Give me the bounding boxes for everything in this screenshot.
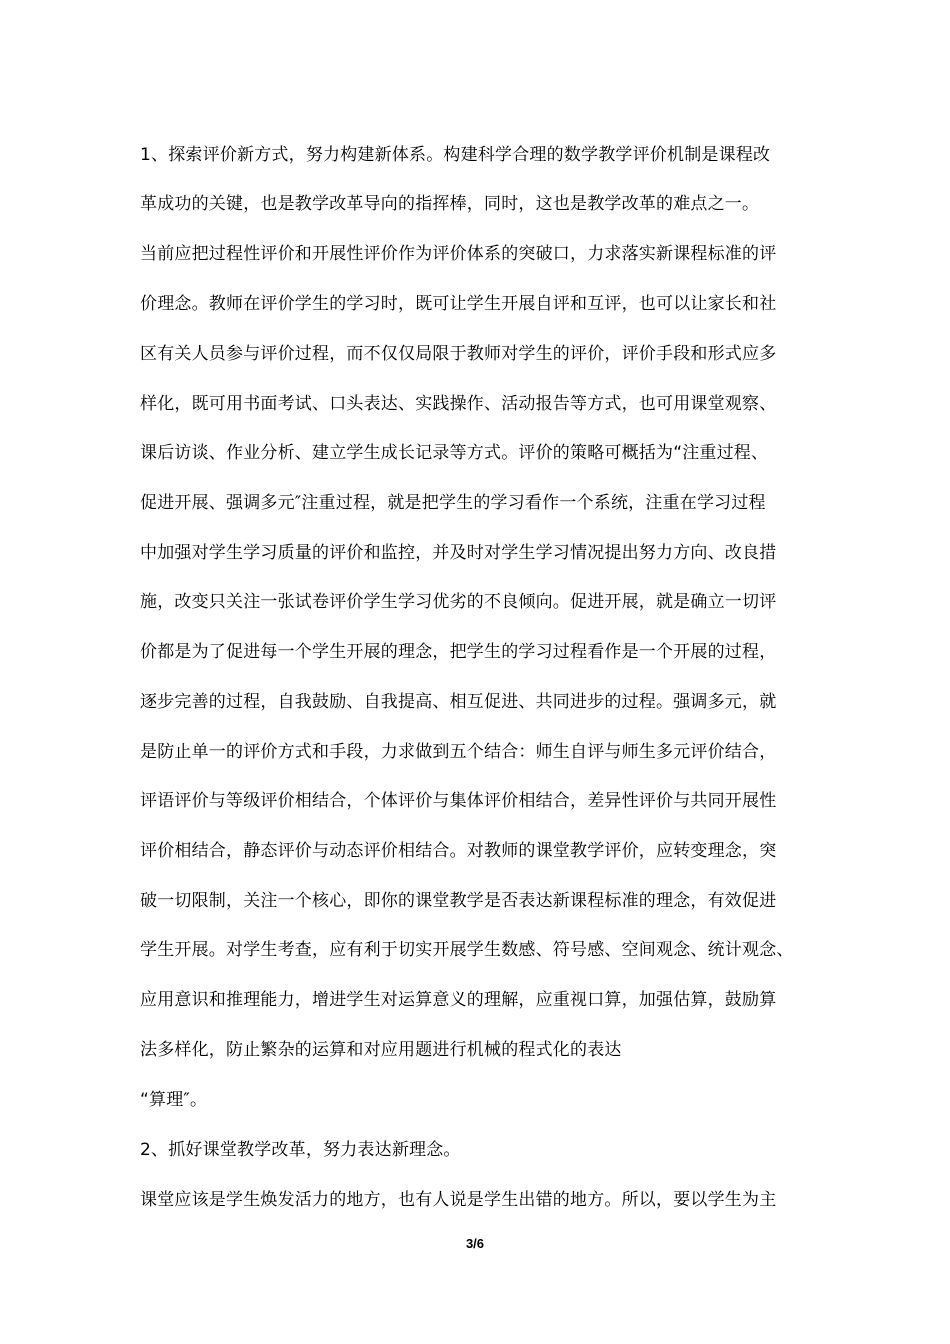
body-text-line: 法多样化，防止繁杂的运算和对应用题进行机械的程式化的表达 xyxy=(140,1040,622,1060)
body-text-line: 促进开展、强调多元″注重过程，就是把学生的学习看作一个系统，注重在学习过程 xyxy=(140,493,766,513)
body-text-line: 破一切限制，关注一个核心，即你的课堂教学是否表达新课程标准的理念，有效促进 xyxy=(140,891,777,911)
body-text-line: 当前应把过程性评价和开展性评价作为评价体系的突破口，力求落实新课程标准的评 xyxy=(140,244,777,264)
body-text-line: 价理念。教师在评价学生的学习时，既可让学生开展自评和互评，也可以让家长和社 xyxy=(140,294,777,314)
body-text-line: 1、探索评价新方式，努力构建新体系。构建科学合理的数学教学评价机制是课程改 xyxy=(140,145,771,165)
body-text-line: 学生开展。对学生考查，应有利于切实开展学生数感、符号感、空间观念、统计观念、 xyxy=(140,940,794,960)
body-text-line: 课堂应该是学生焕发活力的地方，也有人说是学生出错的地方。所以，要以学生为主 xyxy=(140,1190,777,1210)
body-text-line: 样化，既可用书面考试、口头表达、实践操作、活动报告等方式，也可用课堂观察、 xyxy=(140,394,777,414)
body-text-line: 是防止单一的评价方式和手段，力求做到五个结合：师生自评与师生多元评价结合， xyxy=(140,742,777,762)
body-text-line: 逐步完善的过程，自我鼓励、自我提高、相互促进、共同进步的过程。强调多元，就 xyxy=(140,692,777,712)
body-text-line: 区有关人员参与评价过程，而不仅仅局限于教师对学生的评价，评价手段和形式应多 xyxy=(140,344,777,364)
body-text-line: 2、抓好课堂教学改革，努力表达新理念。 xyxy=(140,1140,461,1160)
body-text-line: 中加强对学生学习质量的评价和监控，并及时对学生学习情况提出努力方向、改良措 xyxy=(140,543,777,563)
body-text-line: 课后访谈、作业分析、建立学生成长记录等方式。评价的策略可概括为“注重过程、 xyxy=(140,443,769,463)
body-text-line: 价都是为了促进每一个学生开展的理念，把学生的学习过程看作是一个开展的过程， xyxy=(140,642,777,662)
body-text-line: 评价相结合，静态评价与动态评价相结合。对教师的课堂教学评价，应转变理念，突 xyxy=(140,841,777,861)
body-text-line: 革成功的关键，也是教学改革导向的指挥棒，同时，这也是教学改革的难点之一。 xyxy=(140,194,760,214)
body-text-line: “算理″。 xyxy=(140,1090,208,1110)
page-number: 3/6 xyxy=(465,1236,485,1251)
body-text-line: 评语评价与等级评价相结合，个体评价与集体评价相结合，差异性评价与共同开展性 xyxy=(140,791,777,811)
body-text-line: 施，改变只关注一张试卷评价学生学习优劣的不良倾向。促进开展，就是确立一切评 xyxy=(140,592,777,612)
body-text-line: 应用意识和推理能力，增进学生对运算意义的理解，应重视口算，加强估算，鼓励算 xyxy=(140,990,777,1010)
